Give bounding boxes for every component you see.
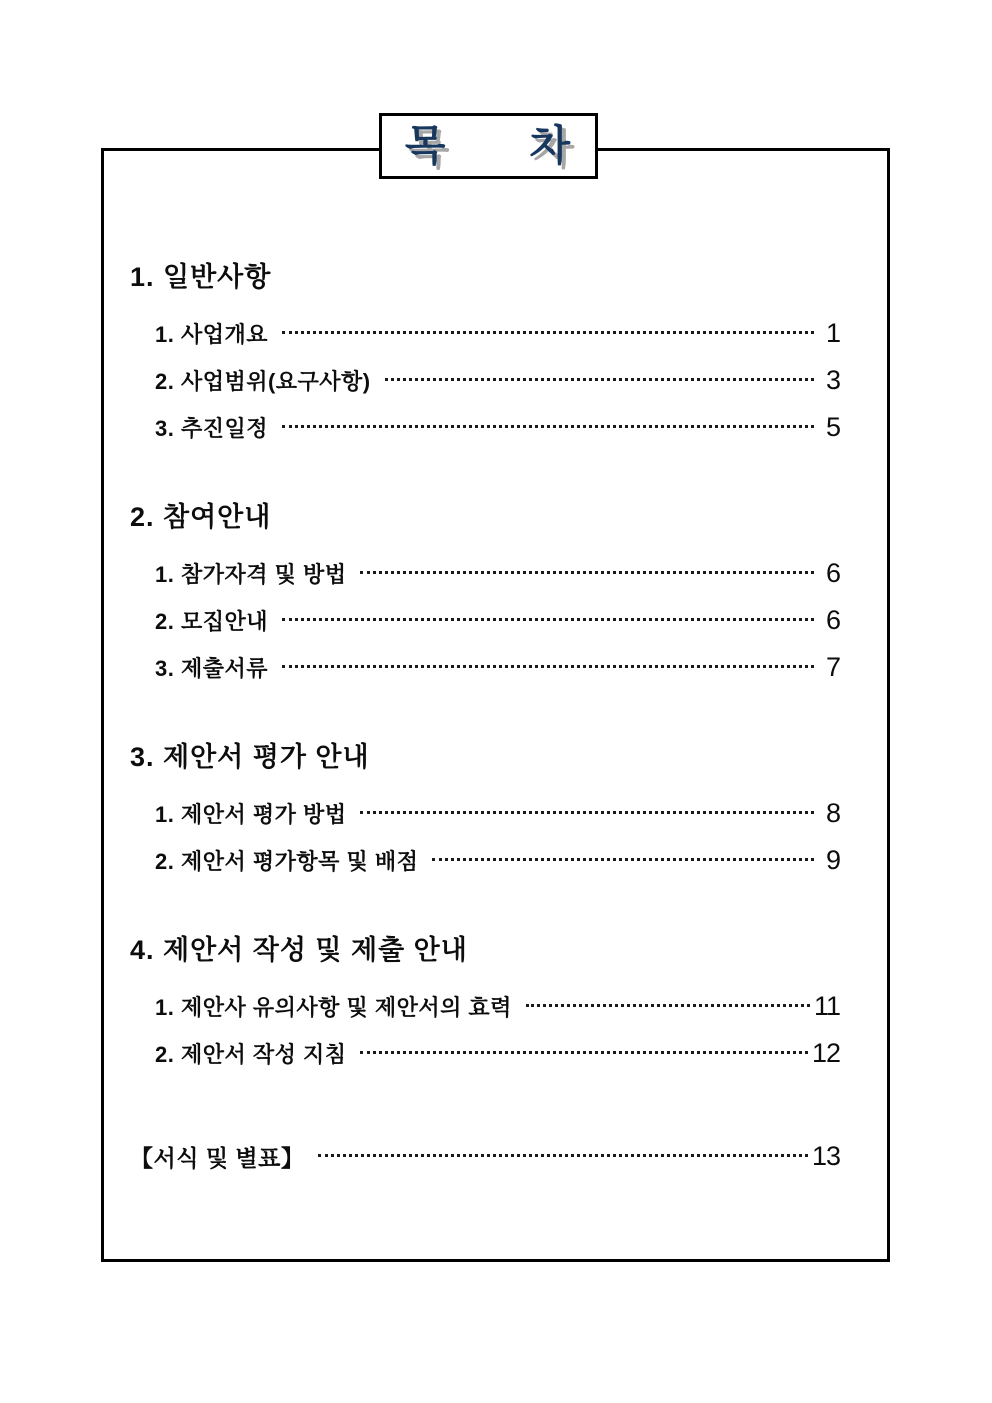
toc-item-label: 1. 제안사 유의사항 및 제안서의 효력 <box>155 995 512 1020</box>
toc-item-label: 1. 참가자격 및 방법 <box>155 562 347 587</box>
toc-row <box>155 357 840 404</box>
page-number: 5 <box>825 412 840 442</box>
toc-item-label: 2. 모집안내 <box>155 609 268 634</box>
page-title: 목 차 <box>404 122 573 169</box>
toc-section-3 <box>130 735 840 884</box>
section-heading: 3. 제안서 평가 안내 <box>130 742 370 772</box>
section-heading: 4. 제안서 작성 및 제출 안내 <box>130 935 468 965</box>
toc-title-box <box>379 113 598 179</box>
page-number: 11 <box>813 991 840 1021</box>
toc-item-label: 1. 사업개요 <box>155 322 268 347</box>
dot-leader <box>526 1004 810 1007</box>
page-number: 9 <box>825 845 840 875</box>
toc-row <box>130 1133 840 1180</box>
toc-item-label: 2. 제안서 평가항목 및 배점 <box>155 849 419 874</box>
dot-leader <box>360 1051 808 1054</box>
toc-item-label: 3. 제출서류 <box>155 656 268 681</box>
section-heading: 2. 참여안내 <box>130 502 272 532</box>
dot-leader <box>282 331 814 334</box>
toc-row <box>155 790 840 837</box>
toc-item-label: 2. 사업범위(요구사항) <box>155 369 371 394</box>
page-number: 13 <box>811 1141 840 1171</box>
toc-section-2 <box>130 495 840 691</box>
toc-item-label: 3. 추진일정 <box>155 416 268 441</box>
page-number: 8 <box>825 798 840 828</box>
dot-leader <box>282 425 814 428</box>
toc-row <box>155 404 840 451</box>
dot-leader <box>360 811 814 814</box>
page-number: 1 <box>825 318 840 348</box>
toc-row <box>155 644 840 691</box>
toc-row <box>155 1030 840 1077</box>
dot-leader <box>385 378 814 381</box>
toc-item-label: 【서식 및 별표】 <box>130 1145 305 1171</box>
toc-row <box>155 983 840 1030</box>
page-number: 6 <box>825 605 840 635</box>
dot-leader <box>282 665 814 668</box>
toc-row <box>155 837 840 884</box>
toc-row <box>155 550 840 597</box>
page-number: 7 <box>825 652 840 682</box>
toc-row <box>155 597 840 644</box>
section-heading: 1. 일반사항 <box>130 262 272 292</box>
toc-item-label: 2. 제안서 작성 지침 <box>155 1042 347 1067</box>
dot-leader <box>282 618 814 621</box>
page-number: 3 <box>825 365 840 395</box>
toc-item-label: 1. 제안서 평가 방법 <box>155 802 347 827</box>
toc-section-4 <box>130 928 840 1077</box>
toc-row <box>155 310 840 357</box>
dot-leader <box>360 571 814 574</box>
page-number: 12 <box>811 1038 840 1068</box>
toc-content <box>104 151 887 1180</box>
dot-leader <box>318 1154 808 1157</box>
toc-section-1 <box>130 255 840 451</box>
toc-appendix <box>130 1133 840 1180</box>
dot-leader <box>432 858 814 861</box>
page-number: 6 <box>825 558 840 588</box>
